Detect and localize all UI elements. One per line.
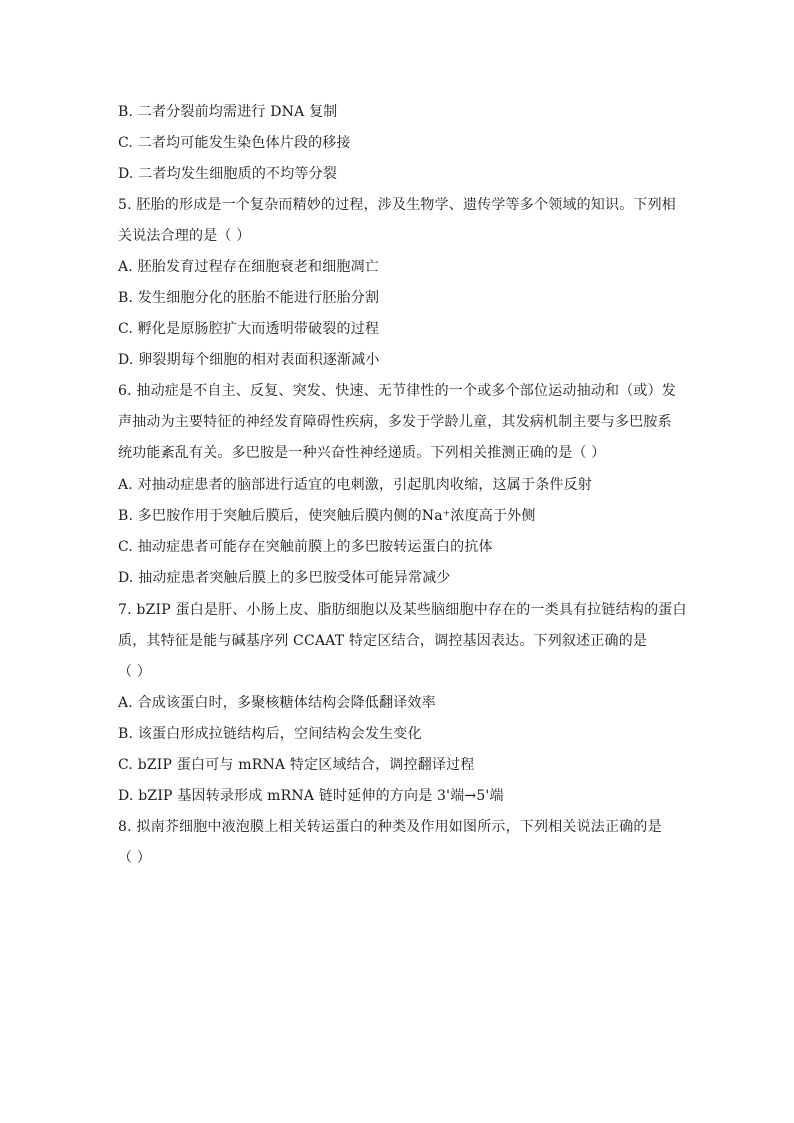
q4-option-c: C. 二者均可能发生染色体片段的移接 xyxy=(118,135,351,151)
q5-option-a: A. 胚胎发育过程存在细胞衰老和细胞凋亡 xyxy=(118,259,380,275)
q6-stem-line-2: 声抽动为主要特征的神经发育障碍性疾病，多发于学龄儿童，其发病机制主要与多巴胺系 xyxy=(118,414,672,430)
q6-stem-line-1: 6. 抽动症是不自主、反复、突发、快速、无节律性的一个或多个部位运动抽动和（或）发 xyxy=(118,383,677,399)
q7-option-b: B. 该蛋白形成拉链结构后，空间结构会发生变化 xyxy=(118,726,422,742)
q5-stem-line-2: 关说法合理的是（ ） xyxy=(118,228,251,244)
q5-option-b: B. 发生细胞分化的胚胎不能进行胚胎分割 xyxy=(118,290,380,306)
q6-stem-line-3: 统功能紊乱有关。多巴胺是一种兴奋性神经递质。下列相关推测正确的是（ ） xyxy=(118,445,606,461)
q4-option-b: B. 二者分裂前均需进行 DNA 复制 xyxy=(118,104,338,120)
q7-option-c: C. bZIP 蛋白可与 mRNA 特定区域结合，调控翻译过程 xyxy=(118,757,475,773)
q5-option-d: D. 卵裂期每个细胞的相对表面积逐渐减小 xyxy=(118,352,380,368)
q5-stem-line-1: 5. 胚胎的形成是一个复杂而精妙的过程，涉及生物学、遗传学等多个领域的知识。下列相 xyxy=(118,197,677,213)
q7-stem-line-3: （ ） xyxy=(118,664,152,680)
q7-stem-line-2: 质，其特征是能与碱基序列 CCAAT 特定区结合，调控基因表达。下列叙述正确的是 xyxy=(118,633,648,649)
q8-stem-line-1: 8. 拟南芥细胞中液泡膜上相关转运蛋白的种类及作用如图所示，下列相关说法正确的是 xyxy=(118,819,662,835)
q5-option-c: C. 孵化是原肠腔扩大而透明带破裂的过程 xyxy=(118,321,380,337)
q8-stem-line-2: （ ） xyxy=(118,850,152,866)
q6-option-d: D. 抽动症患者突触后膜上的多巴胺受体可能异常减少 xyxy=(118,570,451,586)
q4-option-d: D. 二者均发生细胞质的不均等分裂 xyxy=(118,166,338,182)
q7-stem-line-1: 7. bZIP 蛋白是肝、小肠上皮、脂肪细胞以及某些脑细胞中存在的一类具有拉链结构的蛋白 xyxy=(118,602,687,618)
q6-option-b: B. 多巴胺作用于突触后膜后，使突触后膜内侧的Na⁺浓度高于外侧 xyxy=(118,508,536,524)
q7-option-a: A. 合成该蛋白时，多聚核糖体结构会降低翻译效率 xyxy=(118,695,436,711)
q6-option-c: C. 抽动症患者可能存在突触前膜上的多巴胺转运蛋白的抗体 xyxy=(118,539,493,555)
q7-option-d: D. bZIP 基因转录形成 mRNA 链时延伸的方向是 3'端→5'端 xyxy=(118,788,504,804)
q6-option-a: A. 对抽动症患者的脑部进行适宜的电刺激，引起肌肉收缩，这属于条件反射 xyxy=(118,477,593,493)
